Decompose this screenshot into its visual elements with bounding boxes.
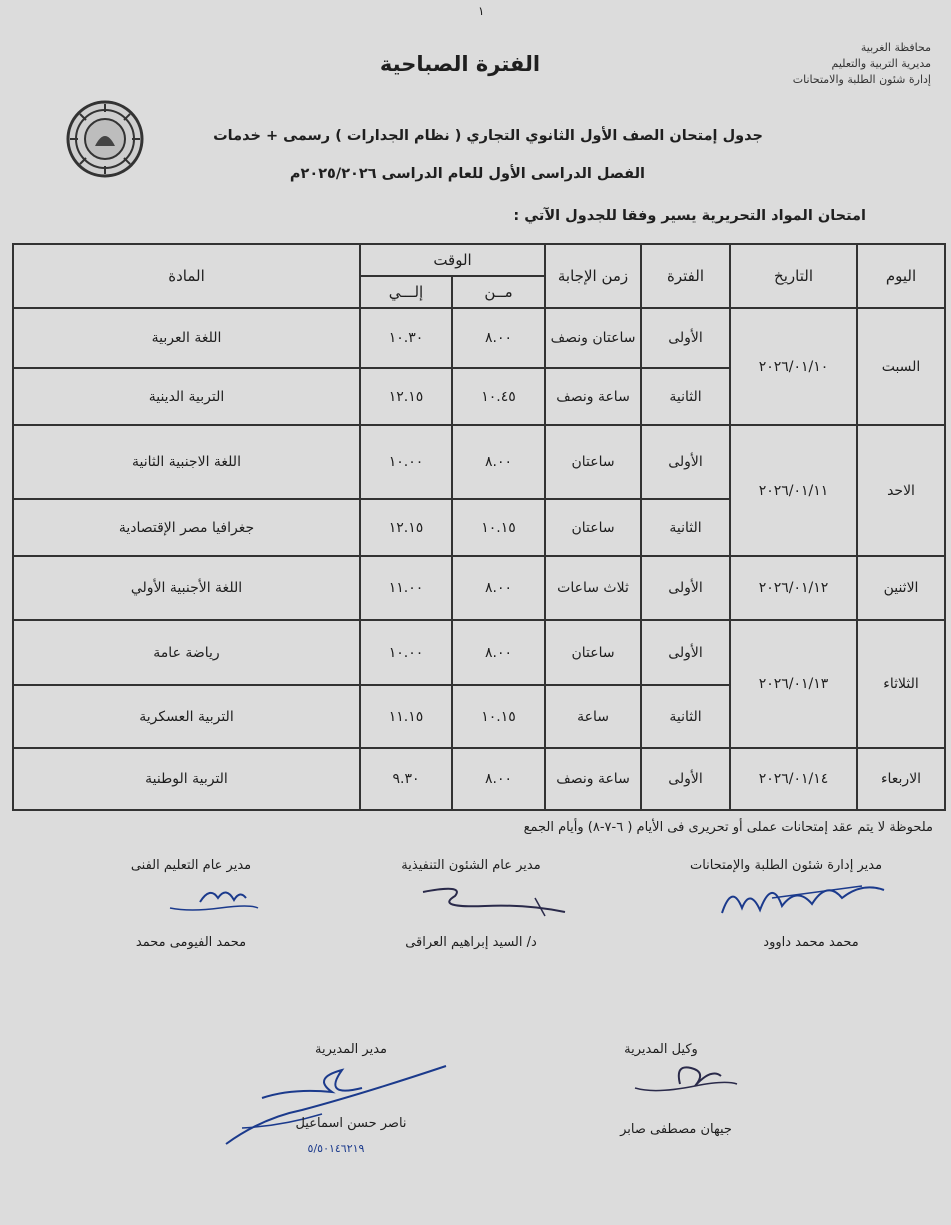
to-cell: ١١.٠٠ [360,556,452,620]
header-day: اليوم [857,244,945,308]
period-cell: الأولى [641,425,730,499]
duration-cell: ساعة ونصف [545,368,641,425]
subject-cell: جغرافيا مصر الإقتصادية [13,499,360,556]
from-cell: ٨.٠٠ [452,748,545,810]
signer-name: محمد الفيومى محمد [135,935,247,950]
period-cell: الأولى [641,556,730,620]
subject-cell: رياضة عامة [13,620,360,685]
period-cell: الثانية [641,685,730,748]
header-duration: زمن الإجابة [545,244,641,308]
signer-name: د/ السيد إبراهيم العراقى [405,935,537,950]
governorate-label: محافظة الغربية [860,41,931,54]
header-from: مــن [452,276,545,308]
signer-title: مدير إدارة شئون الطلبة والإمتحانات [689,858,883,873]
table-row [13,748,945,810]
table-header-row [13,244,945,276]
duration-cell: ثلاث ساعات [545,556,641,620]
from-cell: ١٠.١٥ [452,685,545,748]
date-cell: ٢٠٢٦/٠١/١٤ [730,748,857,810]
table-row [13,425,945,499]
signature-block-technical [91,858,291,873]
from-cell: ٨.٠٠ [452,425,545,499]
signer-name: ناصر حسن اسماعيل [295,1116,407,1131]
to-cell: ١٠.٠٠ [360,620,452,685]
period-cell: الأولى [641,748,730,810]
duration-cell: ساعتان [545,499,641,556]
handwritten-signature-icon [222,1058,452,1153]
signature-block-director [251,1042,451,1057]
department-label: إدارة شئون الطلبة والامتحانات [792,73,931,86]
header-period: الفترة [641,244,730,308]
signature-block-deputy [561,1042,761,1057]
subject-cell: التربية العسكرية [13,685,360,748]
day-cell: الثلاثاء [857,620,945,748]
note-text: ملحوظة لا يتم عقد إمتحانات عملى أو تحريرى فى الأيام ( ٦-٧-٨) وأيام الجمع [523,820,933,835]
subject-cell: التربية الدينية [13,368,360,425]
to-cell: ١٠.٠٠ [360,425,452,499]
handwritten-signature-icon [160,878,265,918]
duration-cell: ساعتان [545,620,641,685]
from-cell: ٨.٠٠ [452,620,545,685]
subject-cell: اللغة الاجنبية الثانية [13,425,360,499]
page-number: ١ [478,4,485,18]
period-cell: الأولى [641,620,730,685]
exam-heading: جدول إمتحان الصف الأول الثانوي التجاري ( نظام الجدارات ) رسمى + خدمات [213,128,763,144]
handwritten-signature-icon [405,882,575,922]
signer-name: محمد محمد داوود [763,935,859,950]
subject-cell: اللغة العربية [13,308,360,368]
table-row [13,620,945,685]
signer-stamp-number: ٥/٥٠١٤٦٢١٩ [307,1142,365,1155]
date-cell: ٢٠٢٦/٠١/١١ [730,425,857,556]
signer-name: جيهان مصطفى صابر [620,1122,732,1137]
to-cell: ٩.٣٠ [360,748,452,810]
signature-block-executive [361,858,581,873]
from-cell: ٨.٠٠ [452,556,545,620]
page-title: الفترة الصباحية [379,52,541,76]
signer-title: وكيل المديرية [624,1042,698,1057]
table-row [13,556,945,620]
duration-cell: ساعة [545,685,641,748]
header-date: التاريخ [730,244,857,308]
schedule-intro: امتحان المواد التحريرية يسير وفقا للجدول الآتي : [513,208,866,224]
signer-title: مدير عام التعليم الفنى [130,858,252,873]
from-cell: ٨.٠٠ [452,308,545,368]
signer-title: مدير عام الشئون التنفيذية [401,858,541,873]
to-cell: ١٢.١٥ [360,368,452,425]
signer-title: مدير المديرية [314,1042,387,1057]
period-cell: الثانية [641,499,730,556]
semester-heading: الفصل الدراسى الأول للعام الدراسى ٢٠٢٥/٢٠٢٦م [289,166,645,182]
date-cell: ٢٠٢٦/٠١/١٢ [730,556,857,620]
date-cell: ٢٠٢٦/٠١/١٠ [730,308,857,425]
duration-cell: ساعة ونصف [545,748,641,810]
day-cell: الاربعاء [857,748,945,810]
directorate-label: مديرية التربية والتعليم [831,57,931,70]
handwritten-signature-icon [712,868,892,923]
day-cell: الاثنين [857,556,945,620]
to-cell: ١١.١٥ [360,685,452,748]
subject-cell: اللغة الأجنبية الأولي [13,556,360,620]
table-row [13,308,945,368]
duration-cell: ساعتان ونصف [545,308,641,368]
organization-block [671,40,931,88]
period-cell: الثانية [641,368,730,425]
header-time: الوقت [360,244,545,276]
header-subject: المادة [13,244,360,308]
day-cell: السبت [857,308,945,425]
handwritten-signature-icon [625,1058,745,1098]
to-cell: ١٠.٣٠ [360,308,452,368]
header-to: إلـــي [360,276,452,308]
date-cell: ٢٠٢٦/٠١/١٣ [730,620,857,748]
duration-cell: ساعتان [545,425,641,499]
from-cell: ١٠.١٥ [452,499,545,556]
period-cell: الأولى [641,308,730,368]
subject-cell: التربية الوطنية [13,748,360,810]
ministry-seal-icon [66,100,144,178]
from-cell: ١٠.٤٥ [452,368,545,425]
exam-schedule-table [12,243,946,811]
to-cell: ١٢.١٥ [360,499,452,556]
day-cell: الاحد [857,425,945,556]
